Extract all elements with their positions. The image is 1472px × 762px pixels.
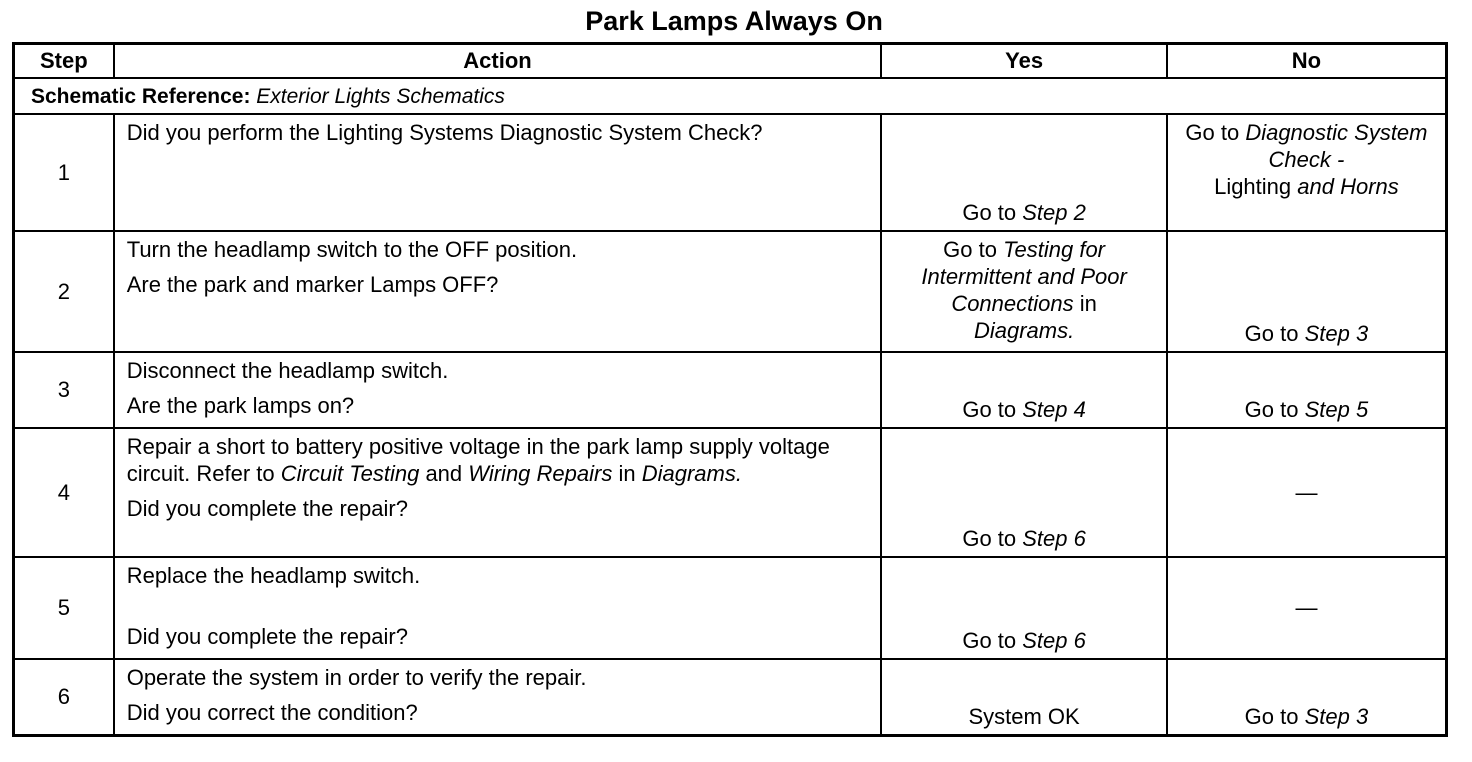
action-cell xyxy=(114,428,882,557)
diagnostic-table xyxy=(12,42,1448,737)
action-cell xyxy=(114,557,882,659)
yes-cell xyxy=(881,352,1167,428)
step-number: 1 xyxy=(14,114,114,231)
yes-cell: System OK xyxy=(881,659,1167,736)
yes-link[interactable]: Step 2 xyxy=(1022,200,1086,225)
action-question: Did you correct the condition? xyxy=(126,700,418,725)
schematic-label: Schematic Reference: xyxy=(31,85,251,108)
action-cell xyxy=(114,231,882,352)
action-text: Operate the system in order to verify the repair. xyxy=(126,665,587,690)
yes-cell xyxy=(881,557,1167,659)
page-title: Park Lamps Always On xyxy=(585,6,883,36)
step-number: 4 xyxy=(14,428,114,557)
action-text-part: Repair a short to battery positive voltage in the park lamp supply voltage circuit. Refer to xyxy=(126,434,830,486)
step-number: 3 xyxy=(14,352,114,428)
schematic-reference xyxy=(14,78,1447,114)
no-prefix: Go to xyxy=(1244,321,1305,346)
header-step: Step xyxy=(14,44,114,79)
no-link-2[interactable]: and Horns xyxy=(1297,174,1399,199)
schematic-link[interactable]: Exterior Lights Schematics xyxy=(256,85,505,108)
yes-mid: in xyxy=(1073,291,1097,316)
action-cell xyxy=(114,352,882,428)
wiring-repairs-link[interactable]: Wiring Repairs xyxy=(468,461,613,486)
no-prefix: Go to xyxy=(1244,704,1305,729)
action-text: Disconnect the headlamp switch. xyxy=(126,358,449,383)
header-action: Action xyxy=(114,44,882,79)
no-cell: — xyxy=(1167,428,1447,557)
no-cell xyxy=(1167,231,1447,352)
yes-cell xyxy=(881,231,1167,352)
action-question: Did you complete the repair? xyxy=(126,624,408,649)
yes-prefix: Go to xyxy=(962,397,1023,422)
no-link[interactable]: Step 3 xyxy=(1304,321,1369,346)
yes-link[interactable]: Step 6 xyxy=(1022,628,1086,653)
no-cell xyxy=(1167,114,1447,231)
no-link[interactable]: Step 5 xyxy=(1304,397,1369,422)
yes-link[interactable]: Testing for Intermittent and Poor Connections xyxy=(921,237,1127,316)
table-row xyxy=(14,428,1447,557)
yes-link[interactable]: Step 4 xyxy=(1022,397,1086,422)
action-text xyxy=(127,433,869,487)
no-cell xyxy=(1167,352,1447,428)
no-link[interactable]: Step 3 xyxy=(1304,704,1369,729)
yes-link[interactable]: Step 6 xyxy=(1022,526,1086,551)
action-question: Are the park and marker Lamps OFF? xyxy=(126,272,499,297)
action-text-part: and xyxy=(419,461,469,486)
step-number: 6 xyxy=(14,659,114,736)
action-text: Replace the headlamp switch. xyxy=(126,563,421,588)
header-no: No xyxy=(1167,44,1447,79)
header-row xyxy=(14,44,1447,79)
no-cell xyxy=(1167,659,1447,736)
action-text: Turn the headlamp switch to the OFF position. xyxy=(126,237,578,262)
action-question: Did you complete the repair? xyxy=(126,496,408,521)
step-number: 5 xyxy=(14,557,114,659)
table-row xyxy=(14,231,1447,352)
action-cell xyxy=(114,659,882,736)
table-row xyxy=(14,659,1447,736)
action-text: Did you perform the Lighting Systems Diagnostic System Check? xyxy=(126,120,763,145)
step-number: 2 xyxy=(14,231,114,352)
yes-prefix: Go to xyxy=(962,200,1023,225)
no-link[interactable]: Diagnostic System Check - xyxy=(1245,120,1428,172)
yes-prefix: Go to xyxy=(962,628,1023,653)
no-plain: Lighting xyxy=(1214,174,1292,199)
action-text-part: in xyxy=(612,461,642,486)
action-cell xyxy=(114,114,882,231)
header-yes: Yes xyxy=(881,44,1167,79)
table-row xyxy=(14,352,1447,428)
action-question: Are the park lamps on? xyxy=(126,393,355,418)
yes-prefix: Go to xyxy=(962,526,1023,551)
yes-cell xyxy=(881,114,1167,231)
table-row xyxy=(14,114,1447,231)
table-row xyxy=(14,557,1447,659)
schematic-row xyxy=(14,78,1447,114)
yes-link-2[interactable]: Diagrams. xyxy=(973,318,1075,343)
circuit-testing-link[interactable]: Circuit Testing xyxy=(280,461,420,486)
yes-prefix: Go to xyxy=(943,237,1004,262)
no-prefix: Go to xyxy=(1185,120,1246,145)
no-prefix: Go to xyxy=(1244,397,1305,422)
yes-cell xyxy=(881,428,1167,557)
diagrams-link[interactable]: Diagrams. xyxy=(641,461,742,486)
no-cell: — xyxy=(1167,557,1447,659)
